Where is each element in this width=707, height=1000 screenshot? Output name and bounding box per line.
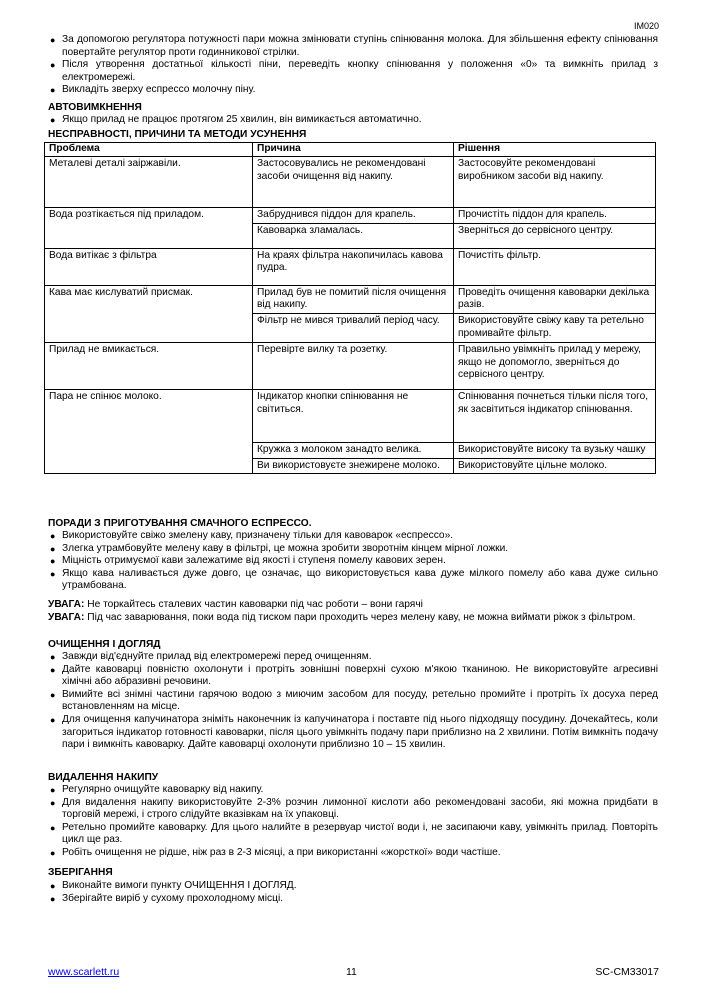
- list-item: [48, 714, 658, 752]
- problem-cell: Кава має кислуватий присмак.: [45, 285, 253, 342]
- cleaning-list: [48, 651, 658, 752]
- list-item: [48, 784, 658, 797]
- website-link[interactable]: www.scarlett.ru: [48, 966, 120, 978]
- list-item-text: Міцність отримуємої кави залежатиме від якості і ступеня помелу кавових зерен.: [62, 555, 446, 567]
- list-item-text: Виконайте вимоги пункту ОЧИЩЕННЯ І ДОГЛЯД.: [62, 880, 297, 891]
- problem-cell: Вода розтікається під приладом.: [45, 207, 253, 248]
- bullet-icon: ●: [50, 543, 56, 554]
- trouble-heading: НЕСПРАВНОСТІ, ПРИЧИНИ ТА МЕТОДИ УСУНЕННЯ: [48, 129, 307, 140]
- list-item-text: Після утворення достатньої кількості піни, переведіть кнопку спінювання у положення «0» та вимкніть прилад з електромережі.: [62, 59, 658, 83]
- list-item: [48, 822, 658, 847]
- list-item: [48, 114, 658, 127]
- list-item: [48, 797, 658, 822]
- list-item-text: Злегка утрамбовуйте мелену каву в фільтрі, це можна зробити зворотнім кінцем мірної ложки.: [62, 542, 509, 554]
- list-item-text: Завжди від'єднуйте прилад від електромережі перед очищенням.: [62, 651, 372, 662]
- intro-list: [48, 34, 658, 97]
- list-item: [48, 543, 658, 556]
- bullet-icon: ●: [50, 652, 56, 662]
- troubleshooting-table: [44, 142, 656, 474]
- table-row: [45, 285, 656, 314]
- list-item-text: Для очищення капучинатора зніміть наконечник із капучинатора і поставте під нього підходящу посудину. Дочекайтесь, коли загориться індикатор готовності кавоварки, після цього увімкніть подачу пари приблизно на 2 хвилини. Потім вимкніть подачу пари і вимкніть кавоварку. Дайте кавоварці охолонути приблизно 10 – 15 хвилин.: [62, 713, 658, 751]
- list-item: [48, 893, 658, 906]
- solution-cell: Спінювання почнеться тільки після того, як засвітиться індикатор спінювання.: [454, 389, 656, 442]
- list-item-text: За допомогою регулятора потужності пари можна змінювати ступінь спінювання молока. Для збільшення ефекту спінювання повертайте регулятор проти годинникової стрілки.: [62, 34, 658, 58]
- list-item: [48, 847, 658, 860]
- problem-cell: Металеві деталі заіржавіли.: [45, 156, 253, 207]
- descaling-heading: ВИДАЛЕННЯ НАКИПУ: [48, 772, 159, 783]
- cleaning-heading: ОЧИЩЕННЯ І ДОГЛЯД: [48, 639, 161, 650]
- bullet-icon: ●: [50, 568, 56, 579]
- list-item-text: Викладіть зверху еспрессо молочну піну.: [62, 84, 256, 96]
- problem-cell: Прилад не вмикається.: [45, 342, 253, 389]
- list-item-text: Якщо кава наливається дуже довго, це означає, що використовується кава дуже мілкого помелу або кава дуже сильно утрамбована.: [62, 567, 658, 592]
- solution-cell: Застосовуйте рекомендовані виробником засоби від накипу.: [454, 156, 656, 207]
- problem-cell: Вода витікає з фільтра: [45, 248, 253, 285]
- cause-cell: Кавоварка зламалась.: [253, 223, 454, 248]
- table-header-row: [45, 143, 656, 157]
- cause-cell: Фільтр не мився тривалий період часу.: [253, 314, 454, 343]
- page-number: 11: [346, 966, 357, 978]
- storage-heading: ЗБЕРІГАННЯ: [48, 867, 113, 878]
- bullet-icon: ●: [50, 664, 56, 675]
- warning-pressure: [48, 612, 658, 625]
- storage-list: [48, 880, 658, 905]
- list-item: [48, 530, 658, 543]
- list-item-text: Вимийте всі знімні частини гарячою водою з миючим засобом для посуду, ретельно промийте і протріть їх досуха перед встановленням на місце.: [62, 688, 658, 713]
- solution-cell: Використовуйте свіжу каву та ретельно промивайте фільтр.: [454, 314, 656, 343]
- model-number: SC-CM33017: [595, 966, 659, 978]
- cause-cell: Індикатор кнопки спінювання не світиться.: [253, 389, 454, 442]
- solution-cell: Прочистіть піддон для крапель.: [454, 207, 656, 223]
- bullet-icon: ●: [50, 881, 56, 891]
- bullet-icon: ●: [50, 556, 56, 567]
- list-item-text: Робіть очищення не рідше, ніж раз в 2-3 місяці, а при використанні «жорсткої» води частіше.: [62, 846, 501, 858]
- bullet-icon: ●: [50, 785, 56, 795]
- bullet-icon: ●: [50, 60, 56, 71]
- list-item: [48, 880, 658, 893]
- list-item-text: Дайте кавоварці повністю охолонути і протріть зовнішні поверхні сухою м'якою тканиною. Не використовуйте агресивні хімічні або абразивні речовини.: [62, 663, 658, 688]
- list-item: [48, 34, 658, 59]
- list-item-text: Зберігайте виріб у сухому прохолодному місці.: [62, 892, 284, 904]
- cause-cell: Прилад був не помитий після очищення від накипу.: [253, 285, 454, 314]
- autooff-list: [48, 114, 658, 127]
- list-item: [48, 651, 658, 664]
- table-row: [45, 156, 656, 207]
- warning-hot-parts: [48, 599, 658, 612]
- autooff-heading: АВТОВИМКНЕННЯ: [48, 102, 142, 113]
- warning-text: Не торкайтесь сталевих частин кавоварки під час роботи – вони гарячі: [84, 599, 423, 610]
- solution-cell: Використовуйте цільне молоко.: [454, 458, 656, 474]
- cause-cell: Застосовувались не рекомендовані засоби очищення від накипу.: [253, 156, 454, 207]
- list-item: [48, 59, 658, 84]
- list-item: [48, 664, 658, 689]
- warning-label: УВАГА:: [48, 612, 85, 623]
- list-item-text: Регулярно очищуйте кавоварку від накипу.: [62, 784, 264, 795]
- cause-cell: На краях фільтра накопичилась кавова пудра.: [253, 248, 454, 285]
- column-header-solution: Рішення: [454, 143, 656, 157]
- bullet-icon: ●: [50, 847, 56, 858]
- solution-cell: Почистіть фільтр.: [454, 248, 656, 285]
- solution-cell: Використовуйте високу та вузьку чашку: [454, 442, 656, 458]
- list-item: [48, 84, 658, 97]
- cause-cell: Кружка з молоком занадто велика.: [253, 442, 454, 458]
- bullet-icon: ●: [50, 531, 56, 541]
- problem-cell: Пара не спінює молоко.: [45, 389, 253, 474]
- tips-list: [48, 530, 658, 593]
- bullet-icon: ●: [50, 689, 56, 700]
- column-header-cause: Причина: [253, 143, 454, 157]
- column-header-problem: Проблема: [45, 143, 253, 157]
- table-row: [45, 389, 656, 442]
- cause-cell: Забруднився піддон для крапель.: [253, 207, 454, 223]
- warning-label: УВАГА:: [48, 599, 85, 610]
- warning-text: Під час заварювання, поки вода під тиском пари проходить через мелену каву, не можна виймати ріжок з фільтром.: [84, 612, 636, 623]
- bullet-icon: ●: [50, 797, 56, 808]
- list-item-text: Ретельно промийте кавоварку. Для цього налийте в резервуар чистої води і, не засипаючи каву, увімкніть прилад. Повторіть цикл ще раз.: [62, 821, 658, 846]
- bullet-icon: ●: [50, 822, 56, 833]
- descaling-list: [48, 784, 658, 860]
- bullet-icon: ●: [50, 35, 56, 45]
- list-item-text: Якщо прилад не працює протягом 25 хвилин, він вимикається автоматично.: [62, 114, 422, 125]
- cause-cell: Ви використовуєте знежирене молоко.: [253, 458, 454, 474]
- model-code-header: IM020: [633, 21, 659, 31]
- tips-heading: ПОРАДИ З ПРИГОТУВАННЯ СМАЧНОГО ЕСПРЕССО.: [48, 518, 312, 529]
- list-item-text: Використовуйте свіжо змелену каву, призначену тільки для кавоварок «еспрессо».: [62, 530, 454, 541]
- list-item: [48, 568, 658, 593]
- bullet-icon: ●: [50, 115, 56, 125]
- solution-cell: Правильно увімкніть прилад у мережу, якщо не допомогло, зверніться до сервісного центру.: [454, 342, 656, 389]
- table-row: [45, 248, 656, 285]
- solution-cell: Зверніться до сервісного центру.: [454, 223, 656, 248]
- table-row: [45, 342, 656, 389]
- cause-cell: Перевірте вилку та розетку.: [253, 342, 454, 389]
- list-item: [48, 689, 658, 714]
- bullet-icon: ●: [50, 85, 56, 96]
- list-item-text: Для видалення накипу використовуйте 2-3% розчин лимонної кислоти або рекомендовані засоби, які можна придбати в торговій мережі, і строго слідуйте вказівкам на їх упаковці.: [62, 796, 658, 821]
- table-row: [45, 207, 656, 223]
- solution-cell: Проведіть очищення кавоварки декілька разів.: [454, 285, 656, 314]
- bullet-icon: ●: [50, 893, 56, 904]
- list-item: [48, 555, 658, 568]
- bullet-icon: ●: [50, 714, 56, 725]
